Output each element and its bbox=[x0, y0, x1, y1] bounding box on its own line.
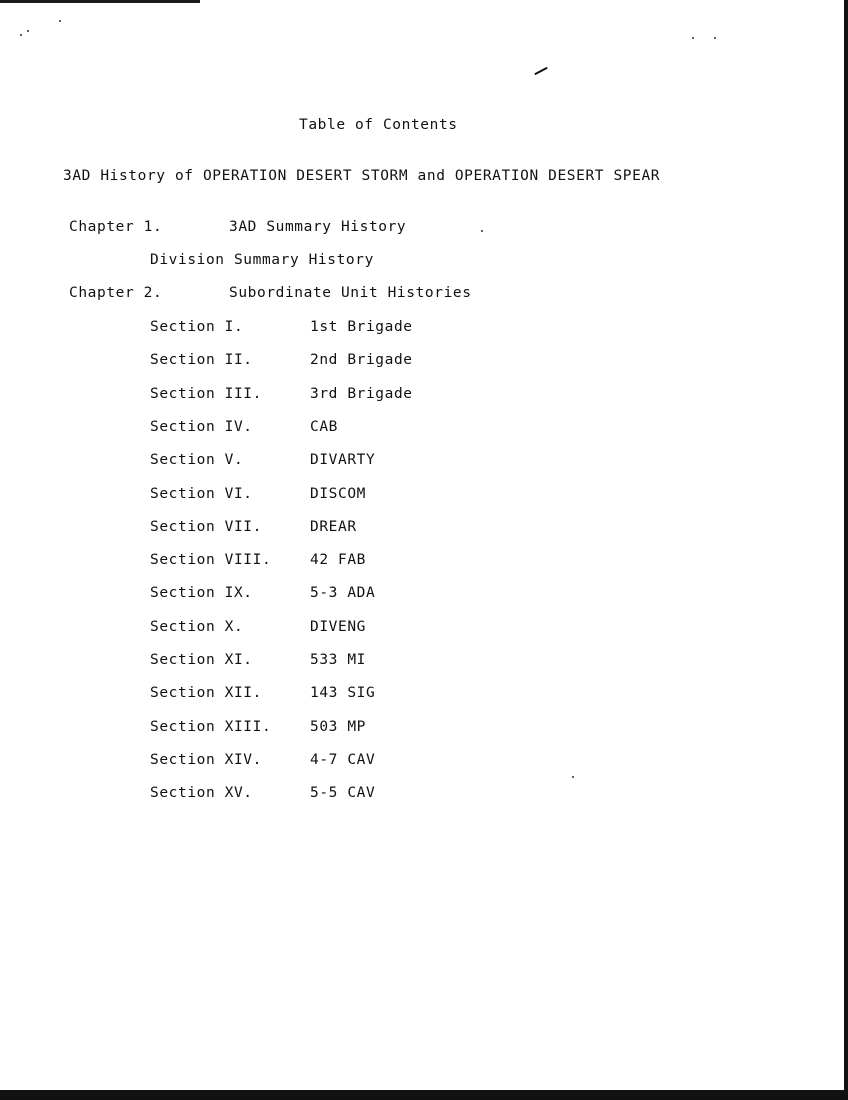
page-title: Table of Contents bbox=[299, 117, 458, 133]
section-unit: 503 MP bbox=[310, 719, 366, 735]
section-unit: 4-7 CAV bbox=[310, 752, 376, 768]
scan-speck bbox=[20, 34, 22, 36]
scan-speck bbox=[692, 37, 694, 39]
section-label: Section XIII. bbox=[150, 719, 272, 735]
scan-speck bbox=[59, 20, 61, 22]
section-unit: 42 FAB bbox=[310, 552, 366, 568]
section-unit: DIVARTY bbox=[310, 452, 376, 468]
section-label: Section II. bbox=[150, 352, 253, 368]
section-label: Section XV. bbox=[150, 785, 253, 801]
scan-speck bbox=[714, 37, 716, 39]
scan-speck bbox=[481, 230, 483, 232]
chapter-1-label: Chapter 1. bbox=[69, 219, 163, 235]
section-unit: CAB bbox=[310, 419, 338, 435]
section-label: Section VIII. bbox=[150, 552, 272, 568]
section-unit: 5-5 CAV bbox=[310, 785, 376, 801]
scan-speck bbox=[27, 30, 29, 32]
section-label: Section XIV. bbox=[150, 752, 262, 768]
section-unit: 143 SIG bbox=[310, 685, 376, 701]
scan-edge-right bbox=[844, 0, 848, 1100]
section-unit: DREAR bbox=[310, 519, 357, 535]
section-unit: DIVENG bbox=[310, 619, 366, 635]
section-label: Section IV. bbox=[150, 419, 253, 435]
document-subtitle: 3AD History of OPERATION DESERT STORM and OPERATION DESERT SPEAR bbox=[63, 168, 661, 184]
section-label: Section III. bbox=[150, 386, 262, 402]
section-label: Section IX. bbox=[150, 585, 253, 601]
scan-edge-top bbox=[0, 0, 200, 3]
section-unit: 1st Brigade bbox=[310, 319, 413, 335]
section-unit: 5-3 ADA bbox=[310, 585, 376, 601]
section-label: Section XI. bbox=[150, 652, 253, 668]
chapter-2-label: Chapter 2. bbox=[69, 285, 163, 301]
section-unit: 3rd Brigade bbox=[310, 386, 413, 402]
section-label: Section I. bbox=[150, 319, 244, 335]
chapter-2-name: Subordinate Unit Histories bbox=[229, 285, 472, 301]
section-label: Section VI. bbox=[150, 486, 253, 502]
scan-edge-bottom bbox=[0, 1090, 848, 1100]
section-label: Section XII. bbox=[150, 685, 262, 701]
chapter-1-name: 3AD Summary History bbox=[229, 219, 407, 235]
chapter-1-sub-entry: Division Summary History bbox=[150, 252, 374, 268]
section-unit: 533 MI bbox=[310, 652, 366, 668]
section-unit: DISCOM bbox=[310, 486, 366, 502]
section-label: Section V. bbox=[150, 452, 244, 468]
section-label: Section VII. bbox=[150, 519, 262, 535]
scan-speck bbox=[572, 776, 574, 778]
pen-mark bbox=[534, 67, 547, 75]
section-label: Section X. bbox=[150, 619, 244, 635]
section-unit: 2nd Brigade bbox=[310, 352, 413, 368]
